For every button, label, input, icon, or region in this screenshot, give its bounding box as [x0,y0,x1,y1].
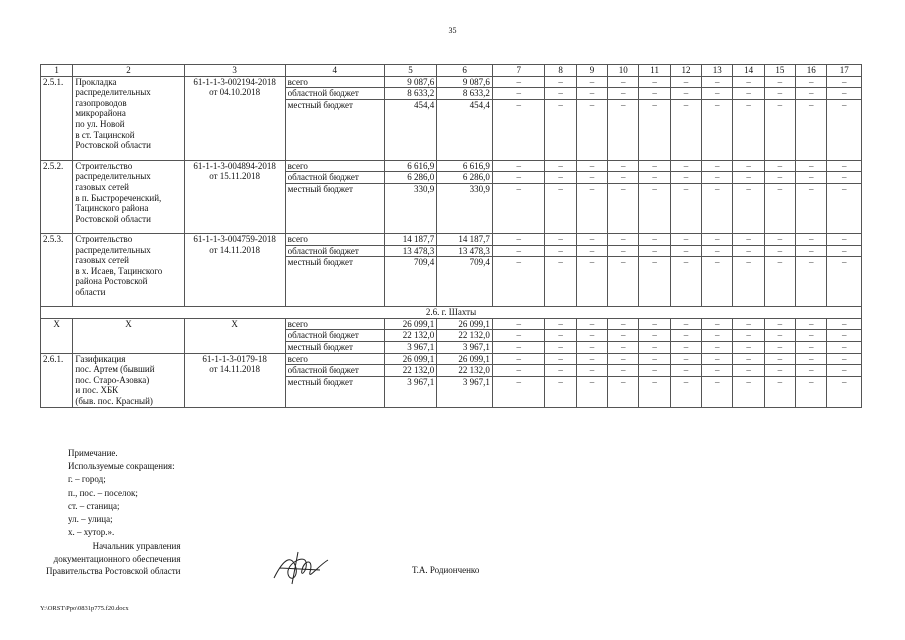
dash-cell: – [702,341,733,353]
dash-cell: – [796,233,827,245]
item-name-line: газопроводов [75,97,127,108]
header-cell: 16 [796,65,827,77]
dash-cell: – [702,233,733,245]
item-number: 2.5.1. [41,76,73,160]
page-number: 35 [448,26,457,35]
header-cell: 12 [670,65,701,77]
value-col6: 3 967,1 [437,377,493,407]
budget-table [40,64,862,408]
dash-cell: – [702,257,733,307]
funding-source: областной бюджет [285,365,384,377]
item-name-line: микрорайона [75,108,126,119]
dash-cell: – [796,245,827,257]
item-name-line: Строительство [75,160,133,171]
dash-cell: – [827,233,862,245]
document-line: 61-1-1-3-004759-2018 [193,233,276,244]
header-cell: 6 [437,65,493,77]
dash-cell: – [827,160,862,172]
dash-cell: – [827,353,862,365]
dash-cell: – [639,353,670,365]
dash-cell: – [576,183,607,233]
header-cell: 17 [827,65,862,77]
dash-cell: – [796,377,827,407]
dash-cell: – [545,88,576,100]
note-item: ул. – улица; [68,514,113,525]
dash-cell: – [796,353,827,365]
dash-cell: – [576,233,607,245]
dash-cell: – [670,88,701,100]
item-name [73,76,184,160]
signature-position [46,540,180,578]
dash-cell: – [545,257,576,307]
dash-cell: – [764,353,795,365]
dash-cell: – [608,377,639,407]
item-name-line: по ул. Новой [75,118,125,129]
x-cell: Х [73,318,184,353]
dash-cell: – [796,365,827,377]
document-line: от 04.10.2018 [209,87,261,98]
dash-cell: – [733,245,764,257]
dash-cell: – [545,160,576,172]
dash-cell: – [608,183,639,233]
dash-cell: – [670,233,701,245]
dash-cell: – [702,160,733,172]
dash-cell: – [702,88,733,100]
dash-cell: – [670,76,701,88]
dash-cell: – [492,365,545,377]
item-name-line: распределительных [75,171,151,182]
header-cell: 15 [764,65,795,77]
dash-cell: – [764,99,795,160]
dash-cell: – [827,88,862,100]
funding-source: местный бюджет [285,341,384,353]
dash-cell: – [545,318,576,330]
dash-cell: – [492,353,545,365]
dash-cell: – [796,76,827,88]
item-name-line: Тацинского района [75,203,149,214]
dash-cell: – [576,172,607,184]
dash-cell: – [796,318,827,330]
item-document [184,353,285,407]
dash-cell: – [492,172,545,184]
value-col6: 22 132,0 [437,365,493,377]
funding-source: всего [285,76,384,88]
dash-cell: – [545,99,576,160]
dash-cell: – [733,377,764,407]
item-name [73,353,184,407]
dash-cell: – [576,245,607,257]
dash-cell: – [608,172,639,184]
dash-cell: – [608,257,639,307]
header-cell: 13 [702,65,733,77]
x-cell: Х [41,318,73,353]
dash-cell: – [576,257,607,307]
item-name-line: в п. Быстрореченский, [75,192,162,203]
table-row [41,233,862,245]
header-cell: 4 [285,65,384,77]
position-line: Правительства Ростовской области [46,566,181,577]
item-name [73,233,184,306]
funding-source: областной бюджет [285,330,384,342]
dash-cell: – [639,233,670,245]
value-col6: 6 616,9 [437,160,493,172]
item-name-line: Ростовской области [75,213,151,224]
dash-cell: – [639,257,670,307]
value-col5: 3 967,1 [384,377,437,407]
dash-cell: – [764,160,795,172]
item-number: 2.6.1. [41,353,73,407]
table-row [41,353,862,365]
dash-cell: – [608,330,639,342]
dash-cell: – [576,160,607,172]
x-cell: Х [184,318,285,353]
value-col5: 9 087,6 [384,76,437,88]
dash-cell: – [733,257,764,307]
dash-cell: – [670,353,701,365]
dash-cell: – [492,330,545,342]
dash-cell: – [492,245,545,257]
value-col6: 22 132,0 [437,330,493,342]
dash-cell: – [764,330,795,342]
dash-cell: – [702,245,733,257]
dash-cell: – [670,377,701,407]
dash-cell: – [733,76,764,88]
dash-cell: – [733,99,764,160]
value-col5: 8 633,2 [384,88,437,100]
handwritten-signature [270,548,334,588]
dash-cell: – [545,353,576,365]
dash-cell: – [639,318,670,330]
note-item: ст. – станица; [68,500,120,511]
document-line: от 14.11.2018 [209,244,260,255]
dash-cell: – [608,99,639,160]
position-line: Начальник управления [92,541,181,551]
dash-cell: – [670,330,701,342]
item-name-line: и пос. ХБК [75,385,119,396]
table-row [41,160,862,172]
value-col5: 26 099,1 [384,353,437,365]
file-path: Y:\ORST\Ppo\0831p775.f20.docx [40,605,129,612]
dash-cell: – [639,365,670,377]
header-row [41,65,862,77]
item-name-line: Ростовской области [75,140,151,151]
dash-cell: – [639,160,670,172]
value-col5: 13 478,3 [384,245,437,257]
funding-source: всего [285,160,384,172]
dash-cell: – [827,99,862,160]
dash-cell: – [827,245,862,257]
dash-cell: – [670,257,701,307]
item-document [184,233,285,306]
header-cell: 7 [492,65,545,77]
funding-source: местный бюджет [285,183,384,233]
item-name-line: распределительных [75,87,151,98]
dash-cell: – [492,160,545,172]
dash-cell: – [576,76,607,88]
dash-cell: – [827,341,862,353]
dash-cell: – [764,257,795,307]
dash-cell: – [733,183,764,233]
value-col5: 26 099,1 [384,318,437,330]
value-col5: 22 132,0 [384,330,437,342]
item-name-line: (быв. пос. Красный) [75,395,153,406]
funding-source: местный бюджет [285,257,384,307]
value-col5: 6 616,9 [384,160,437,172]
dash-cell: – [576,341,607,353]
dash-cell: – [733,353,764,365]
funding-source: всего [285,318,384,330]
value-col6: 330,9 [437,183,493,233]
dash-cell: – [796,172,827,184]
dash-cell: – [764,377,795,407]
dash-cell: – [827,318,862,330]
signatory-name: Т.А. Родионченко [412,565,480,575]
header-cell: 14 [733,65,764,77]
dash-cell: – [639,330,670,342]
dash-cell: – [702,172,733,184]
item-name-line: Прокладка [75,76,117,87]
value-col6: 6 286,0 [437,172,493,184]
dash-cell: – [702,318,733,330]
header-cell: 9 [576,65,607,77]
dash-cell: – [545,330,576,342]
dash-cell: – [796,160,827,172]
dash-cell: – [576,318,607,330]
dash-cell: – [545,183,576,233]
dash-cell: – [492,318,545,330]
dash-cell: – [702,353,733,365]
dash-cell: – [576,353,607,365]
header-cell: 11 [639,65,670,77]
dash-cell: – [733,233,764,245]
value-col6: 9 087,6 [437,76,493,88]
value-col5: 22 132,0 [384,365,437,377]
dash-cell: – [827,330,862,342]
dash-cell: – [576,377,607,407]
header-cell: 5 [384,65,437,77]
dash-cell: – [702,76,733,88]
item-name-line: распределительных [75,244,151,255]
dash-cell: – [639,76,670,88]
dash-cell: – [545,365,576,377]
abbreviation-note [68,447,175,539]
dash-cell: – [545,341,576,353]
dash-cell: – [670,245,701,257]
item-name-line: в х. Исаев, Тацинского [75,265,163,276]
dash-cell: – [702,377,733,407]
funding-source: областной бюджет [285,172,384,184]
document-line: от 14.11.2018 [209,364,260,375]
dash-cell: – [702,330,733,342]
dash-cell: – [764,172,795,184]
dash-cell: – [492,76,545,88]
dash-cell: – [670,365,701,377]
dash-cell: – [670,183,701,233]
dash-cell: – [764,233,795,245]
funding-source: всего [285,353,384,365]
dash-cell: – [764,183,795,233]
dash-cell: – [827,365,862,377]
dash-cell: – [764,341,795,353]
header-cell: 2 [73,65,184,77]
item-number: 2.5.2. [41,160,73,233]
dash-cell: – [764,76,795,88]
value-col5: 454,4 [384,99,437,160]
dash-cell: – [492,341,545,353]
dash-cell: – [492,257,545,307]
dash-cell: – [492,183,545,233]
note-item: г. – город; [68,474,106,485]
item-name-line: газовых сетей [75,181,129,192]
dash-cell: – [733,318,764,330]
value-col6: 3 967,1 [437,341,493,353]
item-name-line: области [75,286,106,297]
dash-cell: – [702,183,733,233]
document-line: от 15.11.2018 [209,171,260,182]
funding-source: всего [285,233,384,245]
dash-cell: – [764,245,795,257]
dash-cell: – [545,172,576,184]
header-cell: 10 [608,65,639,77]
funding-source: местный бюджет [285,99,384,160]
dash-cell: – [639,245,670,257]
value-col6: 709,4 [437,257,493,307]
position-line: документационного обеспечения [53,553,181,564]
dash-cell: – [608,318,639,330]
dash-cell: – [608,88,639,100]
note-title: Примечание. [68,448,118,458]
table-row [41,76,862,88]
dash-cell: – [796,330,827,342]
dash-cell: – [827,76,862,88]
document-line: 61-1-1-3-0179-18 [202,353,267,364]
table-row [41,318,862,330]
dash-cell: – [702,99,733,160]
dash-cell: – [608,245,639,257]
item-number: 2.5.3. [41,233,73,306]
dash-cell: – [733,330,764,342]
header-cell: 1 [41,65,73,77]
dash-cell: – [670,99,701,160]
dash-cell: – [670,172,701,184]
dash-cell: – [608,341,639,353]
dash-cell: – [492,233,545,245]
dash-cell: – [733,172,764,184]
document-line: 61-1-1-3-004894-2018 [193,160,276,171]
note-item: п., пос. – поселок; [68,487,138,498]
dash-cell: – [827,377,862,407]
dash-cell: – [827,257,862,307]
dash-cell: – [545,233,576,245]
dash-cell: – [764,365,795,377]
item-document [184,160,285,233]
note-subtitle: Используемые сокращения: [68,461,175,472]
dash-cell: – [639,99,670,160]
dash-cell: – [492,99,545,160]
dash-cell: – [608,76,639,88]
value-col6: 8 633,2 [437,88,493,100]
item-name-line: пос. Старо-Азовка) [75,374,150,385]
dash-cell: – [796,99,827,160]
dash-cell: – [764,88,795,100]
funding-source: областной бюджет [285,88,384,100]
dash-cell: – [670,160,701,172]
value-col5: 709,4 [384,257,437,307]
dash-cell: – [576,88,607,100]
dash-cell: – [639,341,670,353]
value-col6: 14 187,7 [437,233,493,245]
funding-source: областной бюджет [285,245,384,257]
dash-cell: – [733,88,764,100]
dash-cell: – [702,365,733,377]
dash-cell: – [608,353,639,365]
dash-cell: – [670,318,701,330]
dash-cell: – [608,233,639,245]
value-col6: 26 099,1 [437,318,493,330]
item-name-line: газовых сетей [75,255,129,266]
dash-cell: – [639,172,670,184]
dash-cell: – [764,318,795,330]
item-name [73,160,184,233]
dash-cell: – [545,377,576,407]
dash-cell: – [796,341,827,353]
document-line: 61-1-1-3-002194-2018 [193,76,276,87]
dash-cell: – [639,377,670,407]
dash-cell: – [827,172,862,184]
dash-cell: – [545,76,576,88]
dash-cell: – [670,341,701,353]
item-name-line: пос. Артем (бывший [75,364,155,375]
item-name-line: в ст. Тацинской [75,129,135,140]
dash-cell: – [608,365,639,377]
dash-cell: – [733,365,764,377]
item-document [184,76,285,160]
funding-source: местный бюджет [285,377,384,407]
dash-cell: – [733,341,764,353]
dash-cell: – [796,88,827,100]
dash-cell: – [733,160,764,172]
dash-cell: – [639,88,670,100]
header-cell: 8 [545,65,576,77]
dash-cell: – [796,183,827,233]
value-col5: 14 187,7 [384,233,437,245]
value-col6: 26 099,1 [437,353,493,365]
dash-cell: – [827,183,862,233]
item-name-line: Газификация [75,353,126,364]
value-col5: 330,9 [384,183,437,233]
dash-cell: – [576,99,607,160]
dash-cell: – [492,377,545,407]
value-col6: 454,4 [437,99,493,160]
dash-cell: – [545,245,576,257]
dash-cell: – [492,88,545,100]
item-name-line: Строительство [75,233,133,244]
value-col6: 13 478,3 [437,245,493,257]
section-row [41,307,862,319]
value-col5: 3 967,1 [384,341,437,353]
dash-cell: – [639,183,670,233]
dash-cell: – [608,160,639,172]
item-name-line: района Ростовской [75,276,148,287]
header-cell: 3 [184,65,285,77]
dash-cell: – [796,257,827,307]
value-col5: 6 286,0 [384,172,437,184]
section-title: 2.6. г. Шахты [41,307,862,319]
dash-cell: – [576,330,607,342]
dash-cell: – [576,365,607,377]
note-item: х. – хутор.». [68,527,115,538]
